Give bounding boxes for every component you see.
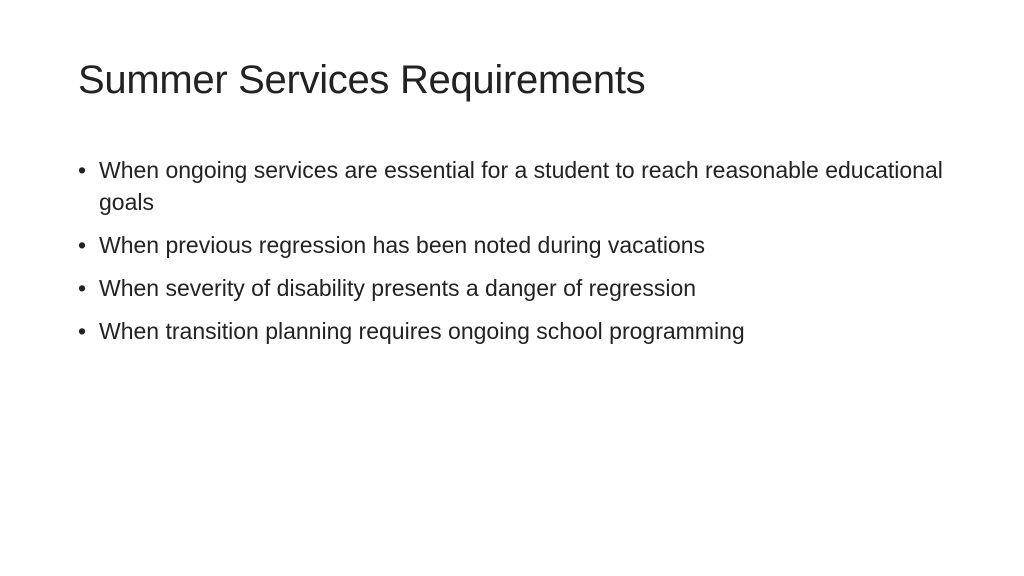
bullet-icon: • [78, 157, 87, 183]
bullet-icon: • [78, 232, 87, 258]
slide-title: Summer Services Requirements [78, 58, 646, 102]
bullet-text: When previous regression has been noted during vacations [99, 232, 706, 258]
bullet-text: When severity of disability presents a danger of regression [99, 275, 697, 301]
bullet-text: When transition planning requires ongoing school programming [99, 318, 745, 344]
bullet-item [78, 315, 958, 347]
bullet-item [78, 272, 958, 304]
bullet-item [78, 229, 958, 261]
bullet-item [78, 154, 958, 218]
bullet-icon: • [78, 318, 87, 344]
bullet-icon: • [78, 275, 87, 301]
bullet-text: When ongoing services are essential for a student to reach reasonable educational goals [99, 157, 943, 215]
bullet-list [78, 154, 958, 358]
